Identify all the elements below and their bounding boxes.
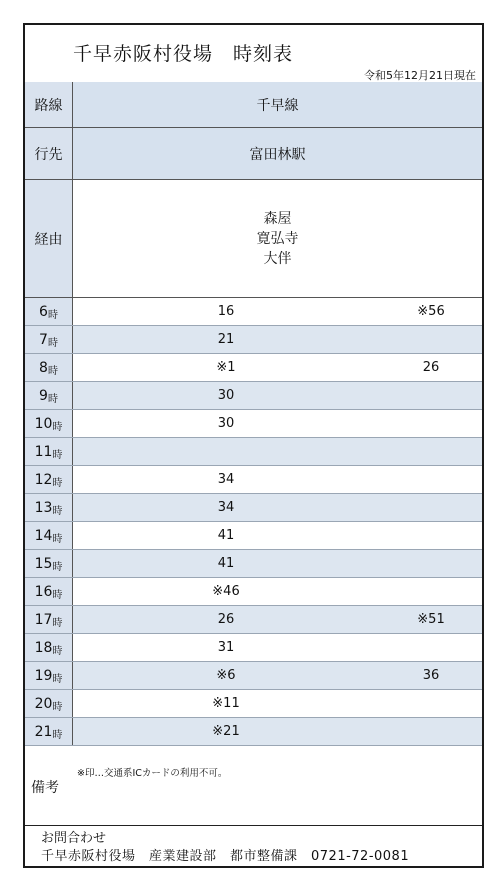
route-row: [25, 82, 482, 128]
departure-minute: [191, 438, 261, 465]
hour-row: [25, 522, 482, 550]
minute-cells: [73, 494, 482, 521]
hour-suffix: 時: [47, 309, 58, 321]
via-stops: [73, 180, 482, 297]
hour-label: [25, 354, 73, 381]
hour-number: 9: [39, 387, 48, 404]
minute-cells: [73, 718, 482, 745]
minute-cells: [73, 438, 482, 465]
notes-text: ※印…交通系ICカードの利用不可。: [77, 768, 228, 779]
via-stop: 大伴: [263, 250, 292, 267]
hour-number: 18: [34, 639, 53, 656]
hour-suffix: 時: [47, 393, 58, 405]
departure-minute: ※21: [212, 724, 240, 739]
hour-number: 20: [34, 695, 53, 712]
hour-number: 11: [34, 443, 53, 460]
hour-label: [25, 550, 73, 577]
route-value: 千早線: [73, 82, 482, 127]
departure-minute: ※11: [212, 696, 240, 711]
departure-minute: 36: [422, 668, 440, 683]
departure-minute: [396, 494, 466, 521]
departure-minute: [396, 718, 466, 745]
contact-heading: お問合わせ: [41, 831, 107, 846]
hour-suffix: 時: [52, 477, 63, 489]
hour-row: [25, 298, 482, 326]
hour-label: [25, 326, 73, 353]
departure-minute: ※6: [216, 668, 236, 683]
hour-row: [25, 578, 482, 606]
departure-minute: 30: [217, 416, 235, 431]
departure-minute: ※46: [212, 584, 240, 599]
minute-cells: [73, 410, 482, 437]
hour-label: [25, 606, 73, 633]
hour-suffix: 時: [52, 701, 63, 713]
departure-minute: 30: [217, 388, 235, 403]
hour-label: [25, 382, 73, 409]
hour-suffix: 時: [52, 617, 63, 629]
hour-label: [25, 662, 73, 689]
departure-minute: [396, 410, 466, 437]
hour-number: 6: [39, 303, 48, 320]
hour-row: [25, 466, 482, 494]
hour-number: 10: [34, 415, 53, 432]
departure-minute: [396, 634, 466, 661]
hour-label: [25, 466, 73, 493]
departure-minute: ※51: [417, 612, 445, 627]
hour-suffix: 時: [52, 729, 63, 741]
minute-cells: [73, 298, 482, 325]
hour-label: [25, 494, 73, 521]
hour-suffix: 時: [47, 337, 58, 349]
minute-cells: [73, 326, 482, 353]
minute-cells: [73, 634, 482, 661]
page-title: 千早赤阪村役場 時刻表: [73, 43, 294, 65]
hour-label: [25, 410, 73, 437]
hour-label: [25, 690, 73, 717]
departure-minute: 21: [217, 332, 235, 347]
departure-minute: ※56: [417, 304, 445, 319]
hour-label: [25, 438, 73, 465]
route-label: 路線: [25, 82, 73, 127]
departure-minute: 34: [217, 500, 235, 515]
hour-row: [25, 438, 482, 466]
departure-minute: [396, 466, 466, 493]
hour-suffix: 時: [52, 505, 63, 517]
minute-cells: [73, 578, 482, 605]
departure-minute: [396, 690, 466, 717]
hour-row: [25, 662, 482, 690]
hour-number: 14: [34, 527, 53, 544]
header: [25, 25, 482, 83]
hour-row: [25, 326, 482, 354]
minute-cells: [73, 550, 482, 577]
hour-number: 21: [34, 723, 53, 740]
hour-suffix: 時: [52, 589, 63, 601]
destination-label: 行先: [25, 128, 73, 179]
hour-number: 19: [34, 667, 53, 684]
departure-minute: [396, 382, 466, 409]
hour-suffix: 時: [52, 533, 63, 545]
hour-number: 16: [34, 583, 53, 600]
departure-minute: 26: [422, 360, 440, 375]
hour-number: 17: [34, 611, 53, 628]
contact-section: [25, 825, 482, 868]
departure-minute: [396, 522, 466, 549]
hour-label: [25, 298, 73, 325]
hour-row: [25, 606, 482, 634]
hour-suffix: 時: [52, 673, 63, 685]
hour-number: 8: [39, 359, 48, 376]
timetable-sheet: [23, 23, 484, 868]
minute-cells: [73, 354, 482, 381]
hour-label: [25, 578, 73, 605]
via-stop: 寛弘寺: [256, 230, 299, 247]
via-label: 経由: [25, 180, 73, 297]
via-stop: 森屋: [263, 210, 292, 227]
hour-row: [25, 718, 482, 746]
hour-label: [25, 718, 73, 745]
departure-minute: [396, 578, 466, 605]
hour-suffix: 時: [47, 365, 58, 377]
departure-minute: 41: [217, 528, 235, 543]
via-row: [25, 180, 482, 298]
departure-minute: [396, 326, 466, 353]
minute-cells: [73, 382, 482, 409]
minute-cells: [73, 690, 482, 717]
departure-minute: [396, 438, 466, 465]
hour-row: [25, 634, 482, 662]
destination-value: 富田林駅: [73, 128, 482, 179]
hour-number: 12: [34, 471, 53, 488]
departure-minute: [396, 550, 466, 577]
departure-minute: ※1: [216, 360, 236, 375]
hour-label: [25, 634, 73, 661]
minute-cells: [73, 606, 482, 633]
departure-minute: 16: [217, 304, 235, 319]
departure-minute: 26: [217, 612, 235, 627]
hour-number: 13: [34, 499, 53, 516]
destination-row: [25, 128, 482, 180]
hour-row: [25, 550, 482, 578]
notes-section: [25, 747, 482, 826]
notes-label: 備考: [31, 780, 59, 796]
hour-row: [25, 690, 482, 718]
departure-minute: 34: [217, 472, 235, 487]
departure-minute: 41: [217, 556, 235, 571]
hour-label: [25, 522, 73, 549]
hour-suffix: 時: [52, 449, 63, 461]
hour-suffix: 時: [52, 645, 63, 657]
departure-minute: 31: [217, 640, 235, 655]
minute-cells: [73, 662, 482, 689]
hour-number: 7: [39, 331, 48, 348]
minute-cells: [73, 522, 482, 549]
hour-suffix: 時: [52, 561, 63, 573]
hour-row: [25, 354, 482, 382]
hour-row: [25, 494, 482, 522]
hour-number: 15: [34, 555, 53, 572]
hour-row: [25, 382, 482, 410]
hour-suffix: 時: [52, 421, 63, 433]
minute-cells: [73, 466, 482, 493]
contact-line: 千早赤阪村役場 産業建設部 都市整備課 0721-72-0081: [41, 849, 410, 864]
as-of-date: 令和5年12月21日現在: [364, 69, 476, 82]
hour-row: [25, 410, 482, 438]
